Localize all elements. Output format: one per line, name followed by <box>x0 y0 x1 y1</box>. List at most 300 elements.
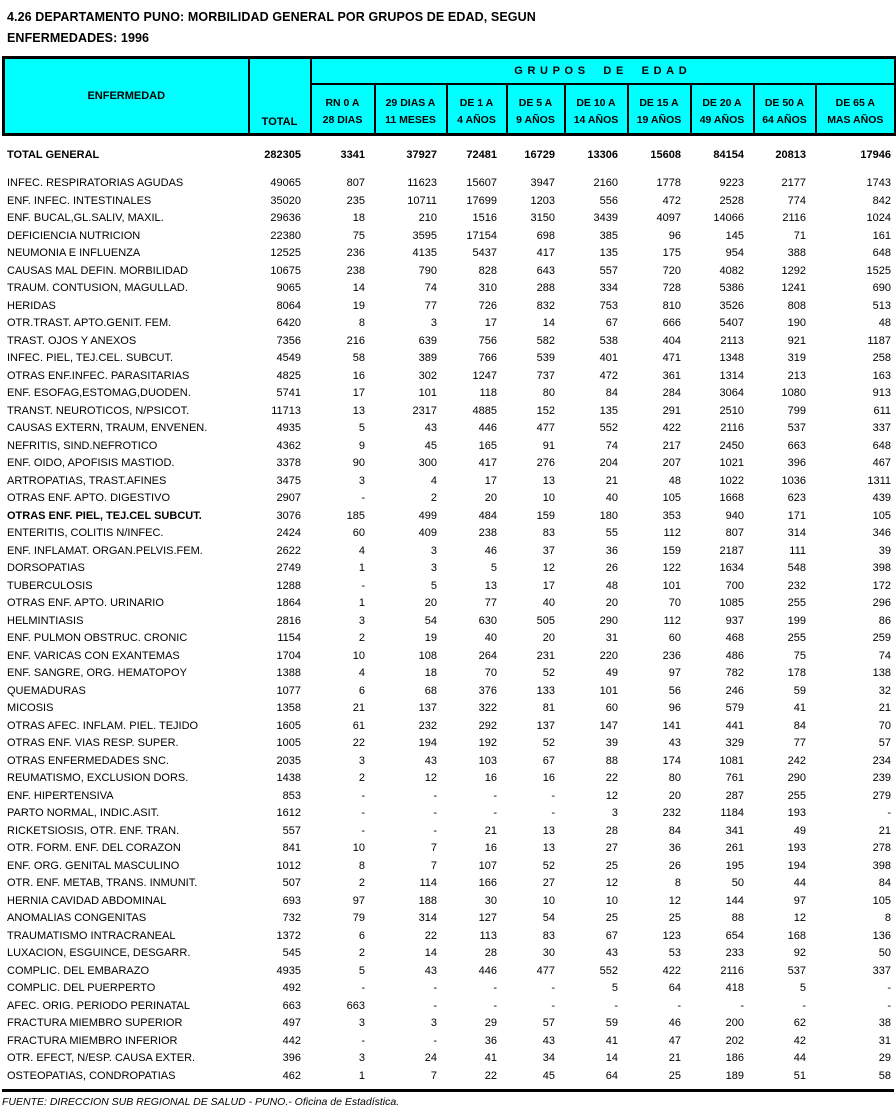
value-cell: 43 <box>424 422 437 434</box>
value-cell: 1438 <box>276 772 301 784</box>
value-cell: 37927 <box>406 149 437 161</box>
value-cell: 507 <box>282 877 301 889</box>
table-row <box>2 543 894 561</box>
value-cell: 264 <box>478 649 497 662</box>
value-cell: 52 <box>542 859 555 872</box>
value-cell: - <box>887 999 891 1012</box>
disease-label: ENF. ESOFAG,ESTOMAG,DUODEN. <box>7 387 191 399</box>
value-cell: 220 <box>599 649 618 662</box>
value-cell: - <box>433 789 437 802</box>
age-column-header-rn0-28dias <box>311 84 375 135</box>
value-cell: 20813 <box>775 149 806 161</box>
value-cell: 190 <box>787 317 806 329</box>
disease-label: TRAUM. CONTUSION, MAGULLAD. <box>7 282 188 294</box>
value-cell: 180 <box>599 509 618 522</box>
value-cell: 477 <box>536 422 555 434</box>
value-cell: 14 <box>605 1052 618 1064</box>
value-cell: - <box>433 982 437 994</box>
disease-label: OTRAS AFEC. INFLAM. PIEL. TEJIDO <box>7 719 199 732</box>
value-cell: 3 <box>430 562 437 574</box>
value-cell: 538 <box>599 334 618 347</box>
value-cell: 111 <box>789 544 806 557</box>
value-cell: 9223 <box>719 177 744 189</box>
value-cell: 10 <box>352 649 365 662</box>
value-cell: 290 <box>599 614 618 627</box>
value-cell: 175 <box>662 247 681 259</box>
disease-label: TOTAL GENERAL <box>7 149 100 161</box>
table-row <box>2 298 894 316</box>
age-line2: 14 AÑOS <box>573 114 619 126</box>
value-cell: 353 <box>662 509 681 522</box>
table-row <box>2 438 894 456</box>
value-cell: 5 <box>490 562 497 574</box>
value-cell: 3076 <box>276 509 301 522</box>
age-line2: 64 AÑOS <box>762 114 807 126</box>
value-cell: 207 <box>662 457 681 469</box>
value-cell: 27 <box>605 842 618 854</box>
value-cell: 118 <box>479 387 497 399</box>
value-cell: 261 <box>725 842 744 854</box>
value-cell: 135 <box>599 247 618 259</box>
value-cell: 3 <box>358 614 365 627</box>
table-row <box>2 490 894 508</box>
value-cell: 122 <box>662 562 681 574</box>
value-cell: 166 <box>478 877 497 889</box>
table-row <box>2 805 894 823</box>
value-cell: 236 <box>346 247 365 259</box>
value-cell: 26 <box>668 859 681 872</box>
value-cell: 1 <box>358 562 365 574</box>
value-cell: 88 <box>731 912 744 924</box>
value-cell: 45 <box>424 439 437 452</box>
table-row <box>2 420 894 438</box>
value-cell: 446 <box>478 422 497 434</box>
value-cell: 4362 <box>276 439 301 452</box>
value-cell: 60 <box>605 702 618 714</box>
disease-label: OTRAS ENFERMEDADES SNC. <box>7 754 169 767</box>
value-cell: 20 <box>605 597 618 609</box>
value-cell: 20 <box>424 597 437 609</box>
value-cell: 5386 <box>719 282 744 294</box>
value-cell: 462 <box>282 1069 301 1082</box>
table-row <box>2 840 894 858</box>
value-cell: 12 <box>542 562 555 574</box>
value-cell: 2317 <box>412 404 437 417</box>
value-cell: 10 <box>542 492 555 504</box>
value-cell: 39 <box>878 544 891 557</box>
value-cell: 1372 <box>276 929 301 942</box>
value-cell: 557 <box>282 824 301 837</box>
value-cell: 279 <box>872 789 891 802</box>
value-cell: 548 <box>787 562 806 574</box>
value-cell: 3 <box>358 1052 365 1064</box>
value-cell: 15607 <box>466 177 497 189</box>
table-row <box>2 578 894 596</box>
age-line1: DE 20 A <box>702 97 742 109</box>
disease-label: ENF. BUCAL,GL.SALIV, MAXIL. <box>7 212 164 224</box>
value-cell: 346 <box>872 527 891 539</box>
value-cell: 4 <box>430 474 437 487</box>
value-cell: 193 <box>787 842 806 854</box>
value-cell: 404 <box>662 334 681 347</box>
value-cell: 236 <box>662 649 681 662</box>
value-cell: 71 <box>793 229 806 242</box>
disease-label: ENF. PULMON OBSTRUC. CRONIC <box>7 632 188 644</box>
value-cell: - <box>361 824 365 837</box>
value-cell: 790 <box>418 264 437 277</box>
value-cell: 3 <box>358 474 365 487</box>
disease-label: OTR. EFECT, N/ESP. CAUSA EXTER. <box>7 1052 196 1064</box>
value-cell: 84 <box>878 877 891 889</box>
value-cell: 1292 <box>781 264 806 277</box>
value-cell: 9065 <box>276 282 301 294</box>
table-row <box>2 280 894 298</box>
value-cell: 113 <box>479 929 497 942</box>
value-cell: 663 <box>787 439 806 452</box>
value-cell: 13 <box>542 842 555 854</box>
value-cell: 18 <box>352 212 365 224</box>
value-cell: 246 <box>725 684 744 697</box>
value-cell: 34 <box>542 1052 555 1064</box>
value-cell: 21 <box>605 474 618 487</box>
value-cell: 50 <box>731 877 744 889</box>
value-cell: 97 <box>352 894 365 907</box>
value-cell: 232 <box>787 579 806 592</box>
value-cell: 31 <box>878 1034 891 1047</box>
value-cell: 67 <box>542 754 555 767</box>
value-cell: 1 <box>358 1069 365 1082</box>
value-cell: 8 <box>358 317 365 329</box>
value-cell: 766 <box>478 352 497 364</box>
value-cell: 6 <box>358 929 365 942</box>
value-cell: 7356 <box>276 334 301 347</box>
value-cell: 582 <box>536 334 555 347</box>
value-cell: 639 <box>418 334 437 347</box>
value-cell: 74 <box>424 282 437 294</box>
value-cell: 72481 <box>466 149 497 161</box>
disease-label: TRANST. NEUROTICOS, N/PSICOT. <box>7 404 190 417</box>
value-cell: 11713 <box>271 404 301 417</box>
value-cell: 18 <box>424 667 437 679</box>
value-cell: 97 <box>793 894 806 907</box>
value-cell: 728 <box>662 282 681 294</box>
value-cell: - <box>493 789 497 802</box>
value-cell: 398 <box>872 859 891 872</box>
value-cell: 67 <box>605 317 618 329</box>
value-cell: 231 <box>536 649 555 662</box>
value-cell: 322 <box>478 702 497 714</box>
value-cell: 4 <box>358 667 365 679</box>
value-cell: 828 <box>478 264 497 277</box>
value-cell: 43 <box>424 754 437 767</box>
disease-label: HELMINTIASIS <box>7 614 84 627</box>
value-cell: 64 <box>668 982 681 994</box>
value-cell: 761 <box>725 772 744 784</box>
value-cell: 389 <box>418 352 437 364</box>
value-cell: 401 <box>599 352 618 364</box>
value-cell: 921 <box>787 334 806 347</box>
table-row <box>2 228 894 246</box>
table-row <box>2 403 894 421</box>
value-cell: 2187 <box>719 544 744 557</box>
value-cell: 1154 <box>277 632 301 644</box>
value-cell: 43 <box>424 964 437 977</box>
value-cell: 49065 <box>270 177 301 189</box>
table-row <box>2 1050 894 1068</box>
value-cell: 2749 <box>276 562 301 574</box>
value-cell: 47 <box>668 1034 681 1047</box>
value-cell: 75 <box>793 649 806 662</box>
value-cell: 1516 <box>472 212 497 224</box>
value-cell: 59 <box>605 1017 618 1029</box>
value-cell: 940 <box>725 509 744 522</box>
value-cell: 84154 <box>713 149 744 161</box>
value-cell: 123 <box>662 929 681 942</box>
table-row <box>2 928 894 946</box>
value-cell: 446 <box>478 964 497 977</box>
value-cell: 1525 <box>866 264 891 277</box>
disease-label: ENF. INFEC. INTESTINALES <box>7 194 152 207</box>
value-cell: 808 <box>787 299 806 312</box>
value-cell: 48 <box>878 317 891 329</box>
value-cell: 54 <box>542 912 555 924</box>
value-cell: 782 <box>725 667 744 679</box>
value-cell: 41 <box>605 1034 618 1047</box>
value-cell: 77 <box>424 299 437 312</box>
value-cell: 5741 <box>276 387 301 399</box>
value-cell: 954 <box>725 247 744 259</box>
value-cell: 32 <box>878 684 891 697</box>
value-cell: 913 <box>872 387 891 399</box>
value-cell: 1634 <box>719 562 744 574</box>
value-cell: 753 <box>599 299 618 312</box>
value-cell: 16729 <box>524 149 555 161</box>
table-row <box>2 718 894 736</box>
value-cell: 337 <box>872 422 891 434</box>
value-cell: 477 <box>536 964 555 977</box>
value-cell: 233 <box>725 947 744 959</box>
value-cell: 3 <box>430 317 437 329</box>
value-cell: 8 <box>674 877 681 889</box>
value-cell: 284 <box>662 387 681 399</box>
value-cell: 552 <box>599 422 618 434</box>
value-cell: 101 <box>662 579 681 592</box>
value-cell: 36 <box>484 1034 497 1047</box>
value-cell: 398 <box>872 562 891 574</box>
value-cell: 25 <box>605 912 618 924</box>
source-note: FUENTE: DIRECCION SUB REGIONAL DE SALUD - PUNO.- Oficina de Estadística. <box>2 1089 894 1108</box>
value-cell: 287 <box>725 789 744 802</box>
value-cell: 79 <box>352 912 365 924</box>
value-cell: 537 <box>787 422 806 434</box>
value-cell: 83 <box>542 527 555 539</box>
age-line1: DE 1 A <box>459 97 494 109</box>
value-cell: 189 <box>725 1069 744 1082</box>
value-cell: 1311 <box>867 474 891 487</box>
value-cell: 39 <box>605 737 618 749</box>
value-cell: 5 <box>430 579 437 592</box>
value-cell: 147 <box>599 719 618 732</box>
value-cell: 1864 <box>276 597 301 609</box>
value-cell: 484 <box>478 509 497 522</box>
value-cell: - <box>887 982 891 994</box>
value-cell: 1022 <box>719 474 744 487</box>
value-cell: 20 <box>542 632 555 644</box>
value-cell: 36 <box>605 544 618 557</box>
age-line2: 9 AÑOS <box>516 114 555 126</box>
table-row <box>2 315 894 333</box>
table-row <box>2 788 894 806</box>
value-cell: 159 <box>662 544 681 557</box>
value-cell: 77 <box>484 597 497 609</box>
table-row <box>2 910 894 928</box>
value-cell: 112 <box>663 527 681 539</box>
value-cell: 42 <box>793 1034 806 1047</box>
disease-label: ENF. HIPERTENSIVA <box>7 789 114 802</box>
value-cell: 937 <box>725 614 744 627</box>
value-cell: - <box>551 982 555 994</box>
value-cell: 1203 <box>530 194 555 207</box>
value-cell: 2116 <box>720 422 744 434</box>
disease-label: REUMATISMO, EXCLUSION DORS. <box>7 772 189 784</box>
value-cell: 1024 <box>866 212 891 224</box>
value-cell: 288 <box>536 282 555 294</box>
value-cell: 832 <box>536 299 555 312</box>
age-line2: 49 AÑOS <box>699 114 745 126</box>
value-cell: 36 <box>668 842 681 854</box>
value-cell: 1 <box>358 597 365 609</box>
value-cell: 217 <box>662 439 681 452</box>
value-cell: 513 <box>872 299 891 312</box>
value-cell: 1005 <box>276 737 301 749</box>
value-cell: - <box>361 789 365 802</box>
age-line1: 29 DIAS A <box>385 97 436 109</box>
value-cell: 2450 <box>719 439 744 452</box>
value-cell: 52 <box>542 667 555 679</box>
value-cell: 1036 <box>781 474 806 487</box>
table-title <box>0 0 896 49</box>
table-row <box>2 333 894 351</box>
value-cell: 5 <box>611 982 618 994</box>
value-cell: 2160 <box>593 177 618 189</box>
value-cell: 204 <box>599 457 618 469</box>
age-column-header-29dias-11meses <box>375 84 447 135</box>
value-cell: 199 <box>787 614 806 627</box>
value-cell: 30 <box>484 894 497 907</box>
value-cell: 12525 <box>270 247 301 259</box>
value-cell: 112 <box>663 614 681 627</box>
disease-label: INFEC. RESPIRATORIAS AGUDAS <box>7 177 184 189</box>
disease-label: PARTO NORMAL, INDIC.ASIT. <box>7 807 160 819</box>
value-cell: 235 <box>346 194 365 207</box>
value-cell: 105 <box>872 509 891 522</box>
value-cell: 1388 <box>276 667 301 679</box>
table-row <box>2 875 894 893</box>
value-cell: - <box>433 999 437 1012</box>
age-column-header-65-mas <box>816 84 896 135</box>
table-row <box>2 613 894 631</box>
value-cell: 1021 <box>719 457 744 469</box>
value-cell: 41 <box>484 1052 497 1064</box>
value-cell: 341 <box>725 824 744 837</box>
value-cell: 8 <box>884 912 891 924</box>
value-cell: 101 <box>599 684 618 697</box>
value-cell: 29636 <box>270 212 301 224</box>
value-cell: 107 <box>478 859 497 872</box>
value-cell: 471 <box>662 352 681 364</box>
table-row <box>2 473 894 491</box>
value-cell: 43 <box>605 947 618 959</box>
value-cell: 2816 <box>276 614 301 627</box>
value-cell: 29 <box>484 1017 497 1029</box>
value-cell: 1187 <box>867 334 891 347</box>
value-cell: 10675 <box>270 264 301 277</box>
value-cell: 2035 <box>276 754 301 767</box>
value-cell: 210 <box>418 212 437 224</box>
age-line1: DE 65 A <box>835 97 875 109</box>
value-cell: 1668 <box>719 492 744 504</box>
age-column-header-10-14anos <box>565 84 628 135</box>
value-cell: 3341 <box>340 149 365 161</box>
value-cell: 161 <box>872 229 891 242</box>
disease-label: OTR. ENF. METAB, TRANS. INMUNIT. <box>7 877 198 889</box>
value-cell: 239 <box>872 772 891 784</box>
value-cell: 200 <box>725 1017 744 1029</box>
value-cell: 44 <box>793 1052 806 1064</box>
value-cell: 88 <box>605 754 618 767</box>
value-cell: 314 <box>418 912 437 924</box>
value-cell: 3475 <box>276 474 301 487</box>
value-cell: 10711 <box>407 194 437 207</box>
table-row <box>2 175 894 193</box>
table-row <box>2 700 894 718</box>
table-row <box>2 683 894 701</box>
value-cell: 46 <box>668 1017 681 1029</box>
value-cell: 16 <box>542 772 555 784</box>
value-cell: 192 <box>478 737 497 749</box>
grupos-de-edad-header: GRUPOS DE EDAD <box>311 58 896 85</box>
value-cell: 29 <box>878 1052 891 1064</box>
disease-label: OTRAS ENF.INFEC. PARASITARIAS <box>7 369 190 382</box>
value-cell: 86 <box>878 614 891 627</box>
table-row <box>2 595 894 613</box>
value-cell: 27 <box>542 877 555 889</box>
value-cell: 611 <box>873 404 891 417</box>
value-cell: 7 <box>430 1069 437 1082</box>
value-cell: 1288 <box>276 579 301 592</box>
value-cell: 232 <box>418 719 437 732</box>
disease-label: INFEC. PIEL, TEJ.CEL. SUBCUT. <box>7 352 174 364</box>
value-cell: 726 <box>478 299 497 312</box>
value-cell: 663 <box>346 999 365 1012</box>
value-cell: 52 <box>542 737 555 749</box>
value-cell: 499 <box>418 509 437 522</box>
value-cell: 552 <box>599 964 618 977</box>
value-cell: 144 <box>725 894 744 907</box>
value-cell: 1743 <box>866 177 891 189</box>
value-cell: 12 <box>668 894 681 907</box>
value-cell: - <box>887 807 891 819</box>
value-cell: 101 <box>418 387 437 399</box>
table-row <box>2 1068 894 1086</box>
value-cell: 4935 <box>276 964 301 977</box>
value-cell: 178 <box>787 667 806 679</box>
value-cell: 810 <box>662 299 681 312</box>
value-cell: 385 <box>599 229 618 242</box>
value-cell: 17 <box>542 579 555 592</box>
value-cell: 195 <box>725 859 744 872</box>
table-row <box>2 665 894 683</box>
